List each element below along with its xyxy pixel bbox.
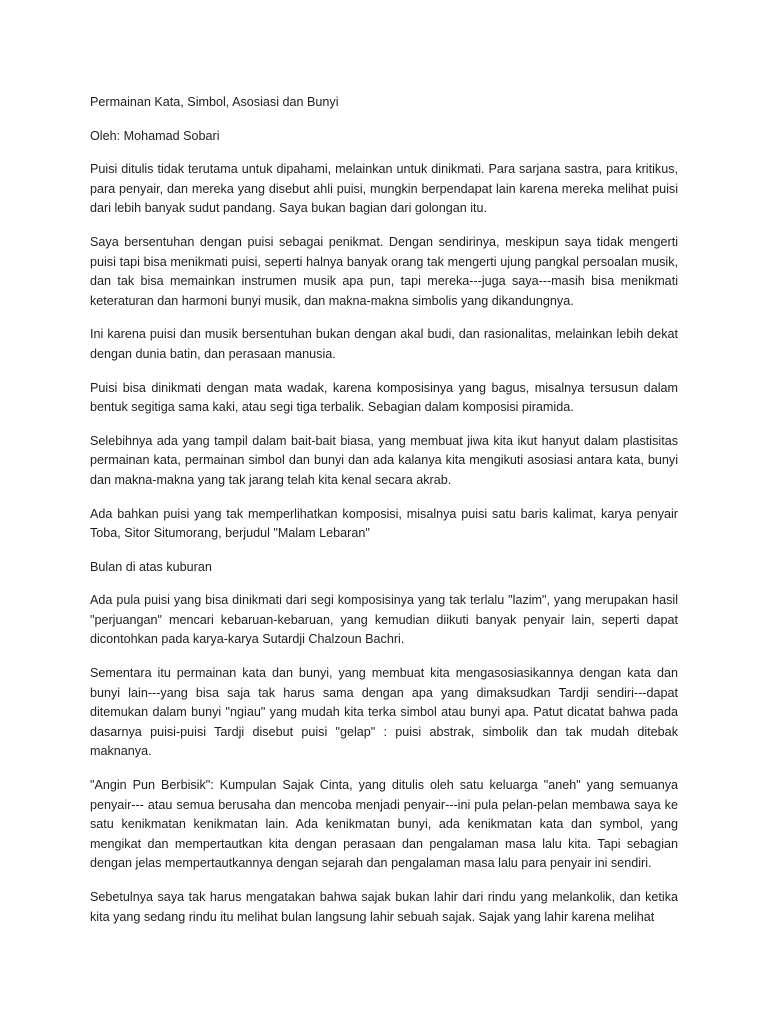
poem-quote: Bulan di atas kuburan	[90, 559, 212, 574]
document-title: Permainan Kata, Simbol, Asosiasi dan Bunyi	[90, 95, 339, 109]
author-line: Oleh: Mohamad Sobari	[90, 128, 220, 143]
paragraph: Ini karena puisi dan musik bersentuhan bukan dengan akal budi, dan rasionalitas, melainkan lebih dekat dengan dunia batin, dan perasaan manusia.	[90, 327, 678, 361]
paragraph: "Angin Pun Berbisik": Kumpulan Sajak Cinta, yang ditulis oleh satu keluarga "aneh" yang semuanya penyair--- atau semua berusaha dan mencoba menjadi penyair---ini pula pelan-pelan membawa saya ke satu kenikmatan kenikmatan lain. Ada kenikmatan bunyi, ada kenikmatan kata dan symbol, yang mengikat dan mempertautkan kita dengan perasaan dan pengalaman masa lalu kita. Tapi sebagian dengan jelas mempertautkannya dengan sejarah dan pengalaman masa lalu para penyair ini sendiri.	[90, 778, 678, 871]
paragraph: Selebihnya ada yang tampil dalam bait-bait biasa, yang membuat jiwa kita ikut hanyut dalam plastisitas permainan kata, permainan simbol dan bunyi dan ada kalanya kita mengikuti asosiasi antara kata, bunyi dan makna-makna yang tak jarang telah kita kenal secara akrab.	[90, 433, 678, 487]
paragraph: Ada bahkan puisi yang tak memperlihatkan komposisi, misalnya puisi satu baris kalimat, karya penyair Toba, Sitor Situmorang, berjudul "Malam Lebaran"	[90, 506, 678, 541]
paragraph: Puisi ditulis tidak terutama untuk dipahami, melainkan untuk dinikmati. Para sarjana sastra, para kritikus, para penyair, dan mereka yang disebut ahli puisi, mungkin berpendapat lain karena mereka melihat puisi dari lebih banyak sudut pandang. Saya bukan bagian dari golongan itu.	[90, 162, 678, 216]
paragraph: Sebetulnya saya tak harus mengatakan bahwa sajak bukan lahir dari rindu yang melankolik, dan ketika kita yang sedang rindu itu melihat bulan langsung lahir sebuah sajak. Sajak yang lahir karena melihat	[90, 890, 678, 924]
paragraph: Sementara itu permainan kata dan bunyi, yang membuat kita mengasosiasikannya dengan kata dan bunyi lain---yang bisa saja tak harus sama dengan apa yang dimaksudkan Tardji sendiri---dapat ditemukan dalam bunyi "ngiau" yang mudah kita terka simbol atau bunyi apa. Patut dicatat bahwa pada dasarnya puisi-puisi Tardji disebut puisi "gelap" : puisi abstrak, simbolik dan tak mudah ditebak maknanya.	[90, 666, 678, 759]
paragraph: Saya bersentuhan dengan puisi sebagai penikmat. Dengan sendirinya, meskipun saya tidak mengerti puisi tapi bisa menikmati puisi, seperti halnya banyak orang tak mengerti ujung pangkal persoalan musik, dan tak bisa memainkan instrumen musik apa pun, tapi mereka---juga saya---masih bisa menikmati keteraturan dan harmoni bunyi musik, dan makna-makna simbolis yang dikandungnya.	[90, 234, 678, 308]
paragraph: Ada pula puisi yang bisa dinikmati dari segi komposisinya yang tak terlalu "lazim", yang merupakan hasil "perjuangan" mencari kebaruan-kebaruan, yang kemudian diikuti banyak penyair lain, seperti dapat dicontohkan pada karya-karya Sutardji Chalzoun Bachri.	[90, 593, 678, 647]
document-body	[90, 93, 678, 941]
paragraph: Puisi bisa dinikmati dengan mata wadak, karena komposisinya yang bagus, misalnya tersusun dalam bentuk segitiga sama kaki, atau segi tiga terbalik. Sebagian dalam komposisi piramida.	[90, 380, 678, 415]
